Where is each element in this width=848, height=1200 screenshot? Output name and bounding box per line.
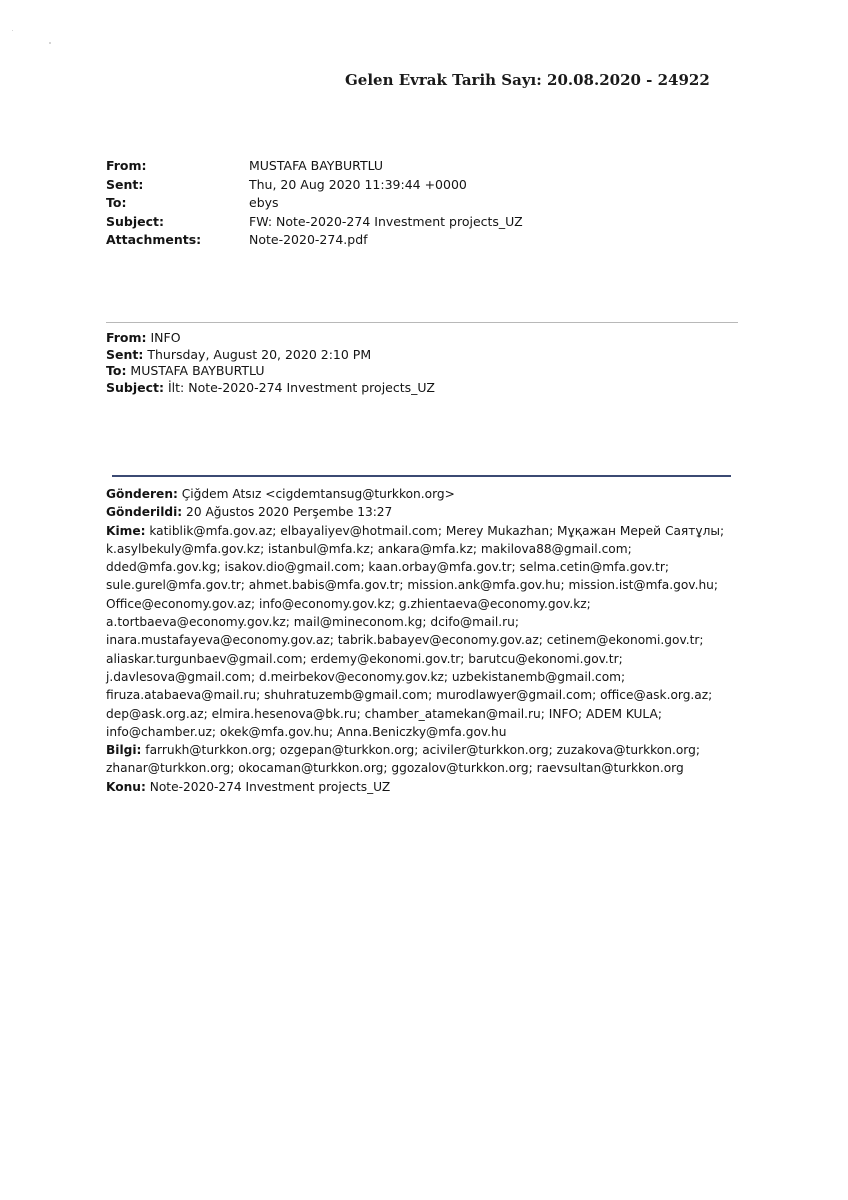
header-sent-label: Sent: — [106, 176, 144, 192]
forward-sent-value: Thursday, August 20, 2020 2:10 PM — [143, 346, 372, 362]
kime-recipients-line: inara.mustafayeva@economy.gov.az; tabrik.babayev@economy.gov.az; cetinem@ekonomi.gov.tr; — [106, 633, 704, 648]
forward-subject-label: Subject: — [106, 379, 164, 395]
header-from-row — [106, 157, 523, 176]
header-subject-value: FW: Note-2020-274 Investment projects_UZ — [249, 213, 523, 229]
bilgi-label: Bilgi: — [106, 743, 142, 758]
kime-recipients-line: dded@mfa.gov.kg; isakov.dio@gmail.com; kaan.orbay@mfa.gov.tr; selma.cetin@mfa.gov.tr; — [106, 560, 669, 575]
kime-recipients-line: k.asylbekuly@mfa.gov.kz; istanbul@mfa.kz; ankara@mfa.kz; makilova88@gmail.com; — [106, 541, 632, 556]
header-from-label: From: — [106, 158, 147, 173]
gonderen-value: Çiğdem Atsız <cigdemtansug@turkkon.org> — [177, 487, 455, 501]
kime-label: Kime: — [106, 523, 146, 538]
konu-label: Konu: — [106, 779, 146, 794]
kime-recipients-line: aliaskar.turgunbaev@gmail.com; erdemy@ekonomi.gov.tr; barutcu@ekonomi.gov.tr; — [106, 651, 623, 666]
kime-recipients-line: dep@ask.org.az; elmira.hesenova@bk.ru; chamber_atamekan@mail.ru; INFO; ADEM KULA; — [106, 706, 662, 721]
forward-from-value: INFO — [146, 330, 181, 345]
header-to-label: To: — [106, 195, 127, 210]
forward-sent-line — [106, 347, 435, 364]
forward-from-label: From: — [106, 330, 147, 345]
forward-to-line — [106, 363, 435, 380]
forwarded-header — [106, 330, 435, 396]
kime-recipients-line: firuza.atabaeva@mail.ru; shuhratuzemb@gmail.com; murodlawyer@gmail.com; office@ask.org.az; — [106, 688, 713, 703]
header-to-value: ebys — [249, 195, 279, 210]
bilgi-recipients-line: zhanar@turkkon.org; okocaman@turkkon.org; ggozalov@turkkon.org; raevsultan@turkkon.org — [106, 761, 684, 776]
gonderen-label: Gönderen: — [106, 487, 178, 501]
forward-separator — [106, 322, 738, 323]
original-message-separator — [112, 475, 731, 477]
bilgi-recipients-first: farrukh@turkkon.org; ozgepan@turkkon.org; aciviler@turkkon.org; zuzakova@turkkon.org; — [141, 743, 700, 758]
incoming-document-stamp: Gelen Evrak Tarih Sayı: 20.08.2020 - 24922 — [345, 71, 710, 89]
gonderildi-line — [106, 503, 746, 521]
konu-value: Note-2020-274 Investment projects_UZ — [145, 779, 391, 794]
konu-line — [106, 778, 746, 796]
gonderen-line — [106, 485, 746, 503]
gonderildi-label: Gönderildi: — [106, 505, 183, 520]
kime-recipients-line: Office@economy.gov.az; info@economy.gov.kz; g.zhientaeva@economy.gov.kz; — [106, 596, 591, 611]
kime-recipients-line: info@chamber.uz; okek@mfa.gov.hu; Anna.Beniczky@mfa.gov.hu — [106, 724, 507, 739]
bilgi-line — [106, 741, 746, 759]
email-header — [106, 157, 523, 250]
header-attachments-value: Note-2020-274.pdf — [249, 232, 368, 247]
header-subject-label: Subject: — [106, 213, 164, 229]
forward-to-value: MUSTAFA BAYBURTLU — [126, 363, 265, 378]
kime-line — [106, 522, 746, 540]
forward-to-label: To: — [106, 363, 127, 378]
gonderildi-value: 20 Ağustos 2020 Perşembe 13:27 — [182, 505, 393, 520]
header-sent-row — [106, 176, 523, 195]
header-from-value: MUSTAFA BAYBURTLU — [249, 158, 384, 173]
kime-recipients-first: katiblik@mfa.gov.az; elbayaliyev@hotmail.com; Merey Mukazhan; Мұқажан Мерей Саятұлы; — [145, 523, 725, 538]
kime-recipients-line: a.tortbaeva@economy.gov.kz; mail@mineconom.kg; dcifo@mail.ru; — [106, 615, 519, 630]
forward-subject-value: İlt: Note-2020-274 Investment projects_UZ — [164, 379, 435, 395]
scan-speck — [12, 30, 13, 31]
scan-speck — [49, 42, 51, 44]
header-sent-value: Thu, 20 Aug 2020 11:39:44 +0000 — [249, 176, 467, 192]
forward-sent-label: Sent: — [106, 346, 144, 362]
header-attachments-label: Attachments: — [106, 232, 202, 247]
kime-recipients-line: sule.gurel@mfa.gov.tr; ahmet.babis@mfa.gov.tr; mission.ank@mfa.gov.hu; mission.ist@mfa.gov.hu; — [106, 578, 718, 593]
header-to-row — [106, 194, 523, 213]
header-attachments-row — [106, 231, 523, 250]
header-subject-row — [106, 213, 523, 232]
forward-subject-line — [106, 380, 435, 397]
forward-from-line — [106, 330, 435, 347]
original-message-header — [106, 485, 746, 796]
kime-recipients-line: j.davlesova@gmail.com; d.meirbekov@economy.gov.kz; uzbekistanemb@gmail.com; — [106, 669, 626, 684]
